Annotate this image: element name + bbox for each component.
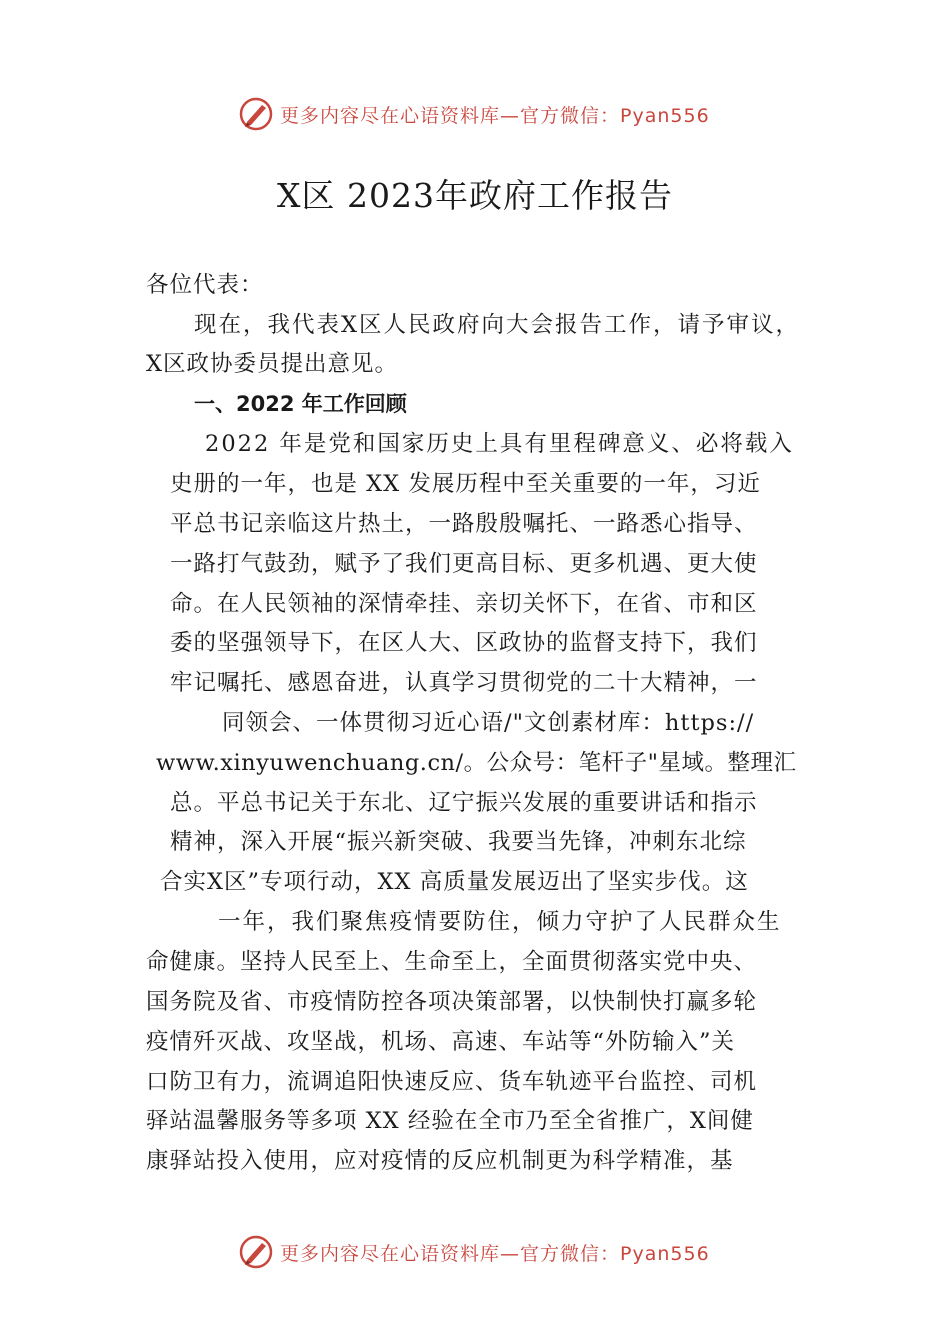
paragraph-line: 平总书记亲临这片热土，一路殷殷嘱托、一路悉心指导、 [170, 511, 758, 537]
paragraph-line: 驿站温馨服务等多项 XX 经验在全市乃至全省推广，X间健 [146, 1108, 754, 1134]
pen-seal-icon [238, 1234, 274, 1270]
paragraph-line: 史册的一年，也是 XX 发展历程中至关重要的一年，习近 [170, 471, 761, 497]
watermark-text: 更多内容尽在心语资料库—官方微信：Pyan556 [280, 1242, 710, 1265]
paragraph-line: 命。在人民领袖的深情牵挂、亲切关怀下，在省、市和区 [170, 591, 758, 617]
paragraph-line: 委的坚强领导下，在区人大、区政协的监督支持下，我们 [170, 630, 758, 656]
paragraph-line: 合实X区”专项行动，XX 高质量发展迈出了坚实步伐。这 [160, 869, 749, 895]
paragraph-line: 一年，我们聚焦疫情要防住，倾力守护了人民群众生 [218, 909, 782, 935]
watermark-header [238, 94, 710, 134]
paragraph-line: 命健康。坚持人民至上、生命至上，全面贯彻落实党中央、 [146, 949, 758, 975]
section-heading: 一、2022 年工作回顾 [194, 392, 407, 416]
paragraph-line: 现在，我代表X区人民政府向大会报告工作，请予审议， [194, 312, 801, 338]
paragraph-line: 康驿站投入使用，应对疫情的反应机制更为科学精准，基 [146, 1148, 734, 1174]
paragraph-line: 总。平总书记关于东北、辽宁振兴发展的重要讲话和指示 [170, 790, 758, 816]
paragraph-line: 2022 年是党和国家历史上具有里程碑意义、必将载入 [205, 431, 794, 457]
paragraph-line: www.xinyuwenchuang.cn/。公众号：笔杆子"星域。整理汇 [156, 750, 797, 776]
paragraph-line: 同领会、一体贯彻习近心语/"文创素材库：https:// [222, 710, 755, 736]
watermark-footer [238, 1232, 710, 1272]
paragraph-line: 国务院及省、市疫情防控各项决策部署，以快制快打赢多轮 [146, 989, 758, 1015]
paragraph-line: 各位代表： [146, 272, 264, 298]
pen-seal-icon [238, 96, 274, 132]
paragraph-line: X区政协委员提出意见。 [146, 351, 399, 377]
paragraph-line: 口防卫有力，流调追阳快速反应、货车轨迹平台监控、司机 [146, 1069, 758, 1095]
page-title: X区 2023年政府工作报告 [277, 176, 673, 215]
paragraph-line: 牢记嘱托、感恩奋进，认真学习贯彻党的二十大精神，一 [170, 670, 758, 696]
watermark-text: 更多内容尽在心语资料库—官方微信：Pyan556 [280, 104, 710, 127]
paragraph-line: 一路打气鼓劲，赋予了我们更高目标、更多机遇、更大使 [170, 551, 758, 577]
paragraph-line: 疫情歼灭战、攻坚战，机场、高速、车站等“外防输入”关 [146, 1029, 736, 1055]
paragraph-line: 精神，深入开展“振兴新突破、我要当先锋，冲刺东北综 [170, 829, 747, 855]
